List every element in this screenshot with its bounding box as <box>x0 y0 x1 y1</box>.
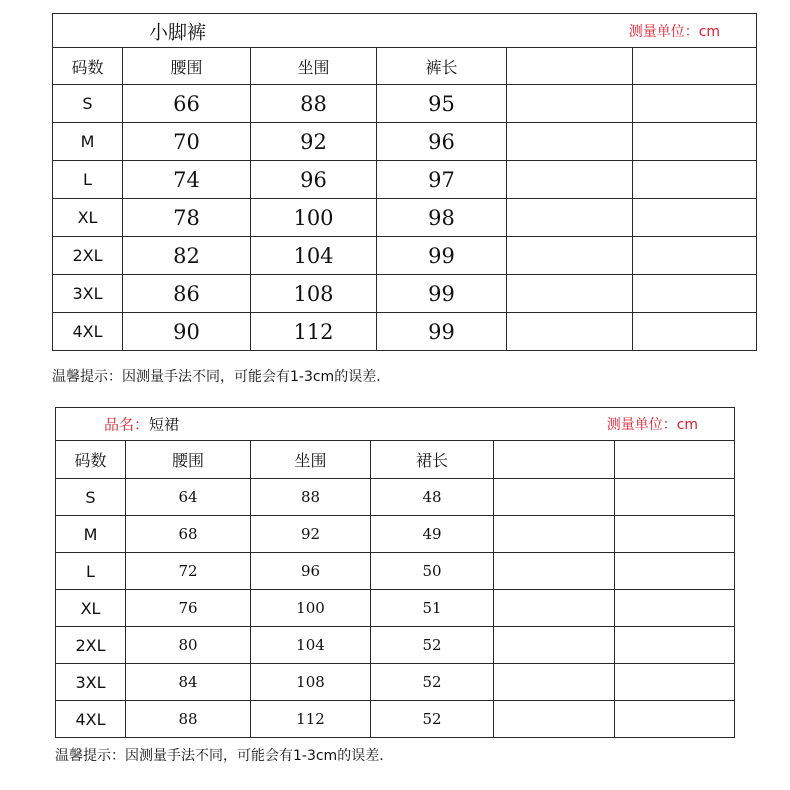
empty-cell <box>507 275 633 313</box>
size-cell: 3XL <box>56 664 126 701</box>
hip-cell: 100 <box>251 590 371 627</box>
table-row <box>56 627 735 664</box>
measurement-note: 温馨提示：因测量手法不同，可能会有1-3cm的误差. <box>52 369 381 385</box>
length-cell: 48 <box>371 479 494 516</box>
size-cell: M <box>56 516 126 553</box>
table-row <box>53 123 757 161</box>
header-empty <box>633 48 757 85</box>
unit-label: 测量单位：cm <box>606 417 699 433</box>
empty-cell <box>615 664 735 701</box>
header-hip: 坐围 <box>251 48 377 85</box>
empty-cell <box>633 161 757 199</box>
size-cell: 4XL <box>56 701 126 738</box>
hip-cell: 92 <box>251 123 377 161</box>
length-cell: 98 <box>377 199 507 237</box>
table-row <box>53 313 757 351</box>
table-title-row <box>53 14 757 48</box>
table-row <box>53 275 757 313</box>
size-cell: XL <box>53 199 123 237</box>
waist-cell: 66 <box>123 85 251 123</box>
length-cell: 51 <box>371 590 494 627</box>
empty-cell <box>633 199 757 237</box>
table-row <box>56 553 735 590</box>
length-cell: 52 <box>371 664 494 701</box>
table-row <box>56 590 735 627</box>
header-hip: 坐围 <box>251 441 371 479</box>
hip-cell: 112 <box>251 701 371 738</box>
hip-cell: 92 <box>251 516 371 553</box>
table-row <box>56 664 735 701</box>
hip-cell: 112 <box>251 313 377 351</box>
waist-cell: 80 <box>126 627 251 664</box>
waist-cell: 78 <box>123 199 251 237</box>
table-row <box>53 199 757 237</box>
hip-cell: 104 <box>251 627 371 664</box>
table-row <box>56 701 735 738</box>
header-empty <box>494 441 615 479</box>
hip-cell: 96 <box>251 161 377 199</box>
empty-cell <box>615 553 735 590</box>
waist-cell: 70 <box>123 123 251 161</box>
header-waist: 腰围 <box>126 441 251 479</box>
empty-cell <box>507 161 633 199</box>
hip-cell: 88 <box>251 85 377 123</box>
size-cell: L <box>56 553 126 590</box>
header-empty <box>507 48 633 85</box>
waist-cell: 82 <box>123 237 251 275</box>
length-cell: 52 <box>371 627 494 664</box>
empty-cell <box>494 479 615 516</box>
size-cell: 2XL <box>53 237 123 275</box>
table-row <box>53 237 757 275</box>
hip-cell: 96 <box>251 553 371 590</box>
measurement-note: 温馨提示：因测量手法不同，可能会有1-3cm的误差. <box>55 748 384 764</box>
hip-cell: 88 <box>251 479 371 516</box>
size-cell: XL <box>56 590 126 627</box>
size-table-skirt <box>55 407 735 738</box>
hip-cell: 108 <box>251 664 371 701</box>
empty-cell <box>507 199 633 237</box>
table-row <box>53 161 757 199</box>
waist-cell: 86 <box>123 275 251 313</box>
waist-cell: 84 <box>126 664 251 701</box>
length-cell: 50 <box>371 553 494 590</box>
length-cell: 52 <box>371 701 494 738</box>
hip-cell: 108 <box>251 275 377 313</box>
empty-cell <box>507 123 633 161</box>
table-title-row <box>56 408 735 441</box>
empty-cell <box>633 275 757 313</box>
hip-cell: 100 <box>251 199 377 237</box>
empty-cell <box>615 479 735 516</box>
empty-cell <box>615 627 735 664</box>
empty-cell <box>494 553 615 590</box>
empty-cell <box>615 516 735 553</box>
size-cell: M <box>53 123 123 161</box>
product-title: 小脚裤 <box>149 21 207 43</box>
length-cell: 99 <box>377 237 507 275</box>
empty-cell <box>507 313 633 351</box>
empty-cell <box>494 590 615 627</box>
waist-cell: 72 <box>126 553 251 590</box>
header-length: 裤长 <box>377 48 507 85</box>
unit-label: 测量单位：cm <box>628 23 721 40</box>
empty-cell <box>494 664 615 701</box>
product-name: 短裙 <box>149 415 180 434</box>
waist-cell: 68 <box>126 516 251 553</box>
header-row <box>53 48 757 85</box>
empty-cell <box>507 85 633 123</box>
empty-cell <box>494 627 615 664</box>
size-table-pants <box>52 13 757 351</box>
length-cell: 95 <box>377 85 507 123</box>
waist-cell: 90 <box>123 313 251 351</box>
empty-cell <box>633 237 757 275</box>
size-cell: S <box>53 85 123 123</box>
waist-cell: 88 <box>126 701 251 738</box>
empty-cell <box>633 123 757 161</box>
header-size: 码数 <box>53 48 123 85</box>
size-cell: L <box>53 161 123 199</box>
size-cell: S <box>56 479 126 516</box>
table-title-cell <box>56 408 735 441</box>
table-row <box>56 516 735 553</box>
header-row <box>56 441 735 479</box>
empty-cell <box>507 237 633 275</box>
empty-cell <box>633 313 757 351</box>
length-cell: 49 <box>371 516 494 553</box>
length-cell: 99 <box>377 275 507 313</box>
hip-cell: 104 <box>251 237 377 275</box>
table-row <box>56 479 735 516</box>
table-title-cell <box>53 14 757 48</box>
waist-cell: 76 <box>126 590 251 627</box>
empty-cell <box>615 590 735 627</box>
size-cell: 3XL <box>53 275 123 313</box>
header-length: 裙长 <box>371 441 494 479</box>
size-cell: 2XL <box>56 627 126 664</box>
product-title <box>104 414 179 435</box>
product-name-label: 品名： <box>104 415 150 434</box>
length-cell: 97 <box>377 161 507 199</box>
header-waist: 腰围 <box>123 48 251 85</box>
empty-cell <box>615 701 735 738</box>
empty-cell <box>494 701 615 738</box>
empty-cell <box>633 85 757 123</box>
length-cell: 96 <box>377 123 507 161</box>
table-row <box>53 85 757 123</box>
header-size: 码数 <box>56 441 126 479</box>
length-cell: 99 <box>377 313 507 351</box>
size-cell: 4XL <box>53 313 123 351</box>
empty-cell <box>494 516 615 553</box>
waist-cell: 64 <box>126 479 251 516</box>
waist-cell: 74 <box>123 161 251 199</box>
header-empty <box>615 441 735 479</box>
